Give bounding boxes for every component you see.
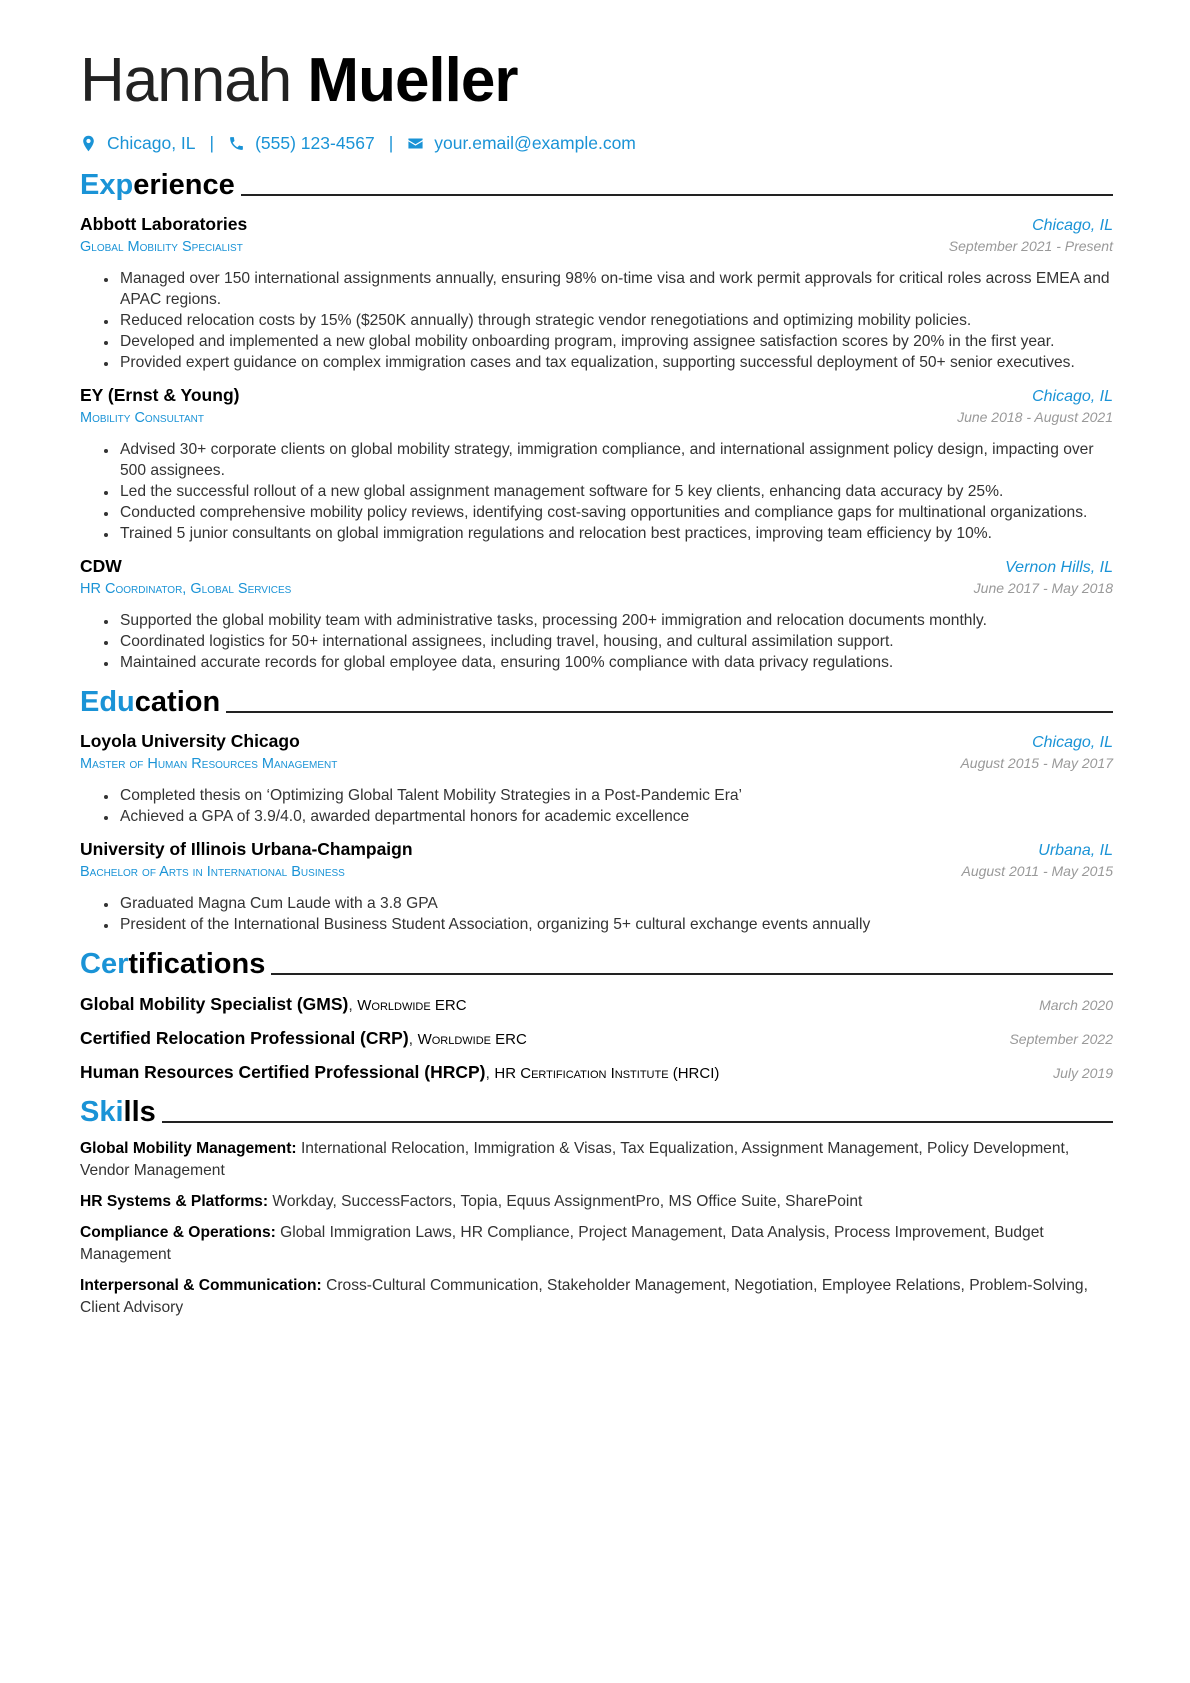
organization-name: Loyola University Chicago <box>80 731 300 751</box>
last-name: Mueller <box>307 46 518 115</box>
bullet-list <box>80 268 1113 373</box>
section-title-rest: cation <box>134 686 221 718</box>
skill-items: International Relocation, Immigration & Visas, Tax Equalization, Assignment Management, Policy Development, Vendor Management <box>80 1140 1070 1179</box>
certification-date: March 2020 <box>1039 997 1113 1013</box>
section-title <box>80 168 235 202</box>
section-title-rest: tifications <box>128 948 266 980</box>
education-entry <box>80 837 1113 935</box>
entry-location: Vernon Hills, IL <box>1005 559 1113 576</box>
organization-name: EY (Ernst & Young) <box>80 385 240 405</box>
separator: | <box>388 132 394 153</box>
skill-category: HR Systems & Platforms: <box>80 1193 269 1210</box>
section-title <box>80 685 220 719</box>
certification-item <box>80 1062 1113 1083</box>
bullet-item: • Coordinated logistics for 50+ international assignees, including travel, housing, and cultural assimilation support. <box>118 631 1113 652</box>
bullet-item: • Led the successful rollout of a new global assignment management software for 5 key clients, enhancing data accuracy by 25%. <box>118 481 1113 502</box>
certifications-section <box>80 943 1113 1083</box>
entry-role: Global Mobility Specialist <box>80 239 243 255</box>
resume-page <box>80 44 1113 1319</box>
entry-role: Bachelor of Arts in International Business <box>80 864 345 880</box>
section-title-accent: Edu <box>80 686 135 718</box>
certification-left <box>80 1028 527 1049</box>
skill-category: Compliance & Operations: <box>80 1224 276 1241</box>
bullet-item: • Completed thesis on ‘Optimizing Global Talent Mobility Strategies in a Post-Pandemic Era’ <box>118 785 1113 806</box>
entry-subheader <box>80 236 1113 258</box>
experience-heading <box>80 164 1113 202</box>
section-divider <box>162 1121 1113 1123</box>
section-title-rest: lls <box>123 1096 156 1128</box>
organization-name: CDW <box>80 556 122 576</box>
bullet-item: • Achieved a GPA of 3.9/4.0, awarded departmental honors for academic excellence <box>118 806 1113 827</box>
bullet-item: • Provided expert guidance on complex immigration cases and tax equalization, supporting successful deployment of 50+ senior executives. <box>118 352 1113 373</box>
entry-header <box>80 729 1113 753</box>
section-title <box>80 947 265 981</box>
education-section <box>80 681 1113 935</box>
contact-location: Chicago, IL <box>107 132 196 153</box>
bullet-item: • President of the International Business Student Association, organizing 5+ cultural exchange events annually <box>118 914 1113 935</box>
certification-name: Human Resources Certified Professional (HRCP) <box>80 1062 486 1082</box>
entry-dates: August 2015 - May 2017 <box>960 755 1113 771</box>
certification-name: Certified Relocation Professional (CRP) <box>80 1028 409 1048</box>
entry-subheader <box>80 753 1113 775</box>
bullet-list <box>80 610 1113 673</box>
entry-dates: August 2011 - May 2015 <box>961 863 1113 879</box>
bullet-item: • Conducted comprehensive mobility policy reviews, identifying cost-saving opportunities and compliance gaps for multinational organizations. <box>118 502 1113 523</box>
entry-location: Chicago, IL <box>1032 217 1113 234</box>
certification-left <box>80 994 467 1015</box>
entry-location: Chicago, IL <box>1032 388 1113 405</box>
certification-date: July 2019 <box>1053 1065 1113 1081</box>
experience-entry <box>80 383 1113 544</box>
bullet-list <box>80 439 1113 544</box>
skills-heading <box>80 1091 1113 1129</box>
certification-date: September 2022 <box>1009 1031 1113 1047</box>
experience-section <box>80 164 1113 673</box>
entry-subheader <box>80 407 1113 429</box>
certification-issuer: HR Certification Institute (HRCI) <box>494 1065 720 1082</box>
experience-entry <box>80 554 1113 673</box>
contact-bar <box>80 130 1113 156</box>
candidate-name <box>80 44 1113 118</box>
comma: , <box>348 997 358 1014</box>
section-divider <box>226 711 1113 713</box>
skill-group <box>80 1191 1113 1213</box>
skill-group <box>80 1138 1113 1182</box>
phone-icon <box>228 135 245 152</box>
certification-issuer: Worldwide ERC <box>417 1031 527 1048</box>
section-title-accent: Cer <box>80 948 129 980</box>
entry-role: Master of Human Resources Management <box>80 756 338 772</box>
entry-location: Urbana, IL <box>1038 842 1113 859</box>
comma: , <box>408 1031 418 1048</box>
section-title-accent: Ski <box>80 1096 124 1128</box>
skill-group <box>80 1275 1113 1319</box>
experience-entry <box>80 212 1113 373</box>
section-title-rest: erience <box>133 169 235 201</box>
section-divider <box>241 194 1113 196</box>
entry-dates: June 2018 - August 2021 <box>957 409 1113 425</box>
bullet-item: • Reduced relocation costs by 15% ($250K annually) through strategic vendor renegotiations and optimizing mobility policies. <box>118 310 1113 331</box>
certification-name: Global Mobility Specialist (GMS) <box>80 994 349 1014</box>
separator: | <box>209 132 215 153</box>
certification-left <box>80 1062 719 1083</box>
entry-header <box>80 383 1113 407</box>
entry-role: Mobility Consultant <box>80 410 205 426</box>
certifications-heading <box>80 943 1113 981</box>
bullet-item: • Trained 5 junior consultants on global immigration regulations and relocation best practices, improving team efficiency by 10%. <box>118 523 1113 544</box>
envelope-icon <box>407 135 424 152</box>
entry-dates: September 2021 - Present <box>948 238 1113 254</box>
entry-dates: June 2017 - May 2018 <box>973 580 1113 596</box>
skill-items: Global Immigration Laws, HR Compliance, Project Management, Data Analysis, Process Improvement, Budget Management <box>80 1224 1044 1263</box>
entry-subheader <box>80 861 1113 883</box>
bullet-list <box>80 893 1113 935</box>
entry-role: HR Coordinator, Global Services <box>80 581 292 597</box>
bullet-item: • Maintained accurate records for global employee data, ensuring 100% compliance with data privacy regulations. <box>118 652 1113 673</box>
bullet-item: • Graduated Magna Cum Laude with a 3.8 GPA <box>118 893 1113 914</box>
section-title-accent: Exp <box>80 169 134 201</box>
section-divider <box>271 973 1113 975</box>
skill-group <box>80 1222 1113 1266</box>
bullet-list <box>80 785 1113 827</box>
entry-header <box>80 212 1113 236</box>
skill-category: Global Mobility Management: <box>80 1140 297 1157</box>
certification-item <box>80 1028 1113 1049</box>
certification-item <box>80 994 1113 1015</box>
organization-name: Abbott Laboratories <box>80 214 248 234</box>
education-heading <box>80 681 1113 719</box>
bullet-item: • Advised 30+ corporate clients on global mobility strategy, immigration compliance, and international assignment policy design, impacting over 500 assignees. <box>118 439 1113 481</box>
entry-subheader <box>80 578 1113 600</box>
map-pin-icon <box>80 135 97 152</box>
entry-header <box>80 837 1113 861</box>
comma: , <box>485 1065 495 1082</box>
education-entry <box>80 729 1113 827</box>
contact-phone[interactable]: (555) 123-4567 <box>255 132 375 153</box>
bullet-item: • Managed over 150 international assignments annually, ensuring 98% on-time visa and work permit approvals for critical roles across EMEA and APAC regions. <box>118 268 1113 310</box>
skill-category: Interpersonal & Communication: <box>80 1277 322 1294</box>
skill-items: Cross-Cultural Communication, Stakeholder Management, Negotiation, Employee Relations, Problem-Solving, Client Advisory <box>80 1277 1088 1316</box>
contact-email[interactable]: your.email@example.com <box>434 132 636 153</box>
skills-section <box>80 1091 1113 1319</box>
entry-location: Chicago, IL <box>1032 734 1113 751</box>
first-name: Hannah <box>80 46 292 115</box>
organization-name: University of Illinois Urbana-Champaign <box>80 839 413 859</box>
skill-items: Workday, SuccessFactors, Topia, Equus AssignmentPro, MS Office Suite, SharePoint <box>272 1193 863 1210</box>
bullet-item: • Supported the global mobility team with administrative tasks, processing 200+ immigration and relocation documents monthly. <box>118 610 1113 631</box>
section-title <box>80 1095 156 1129</box>
entry-header <box>80 554 1113 578</box>
certification-issuer: Worldwide ERC <box>357 997 467 1014</box>
bullet-item: • Developed and implemented a new global mobility onboarding program, improving assignee satisfaction scores by 20% in the first year. <box>118 331 1113 352</box>
